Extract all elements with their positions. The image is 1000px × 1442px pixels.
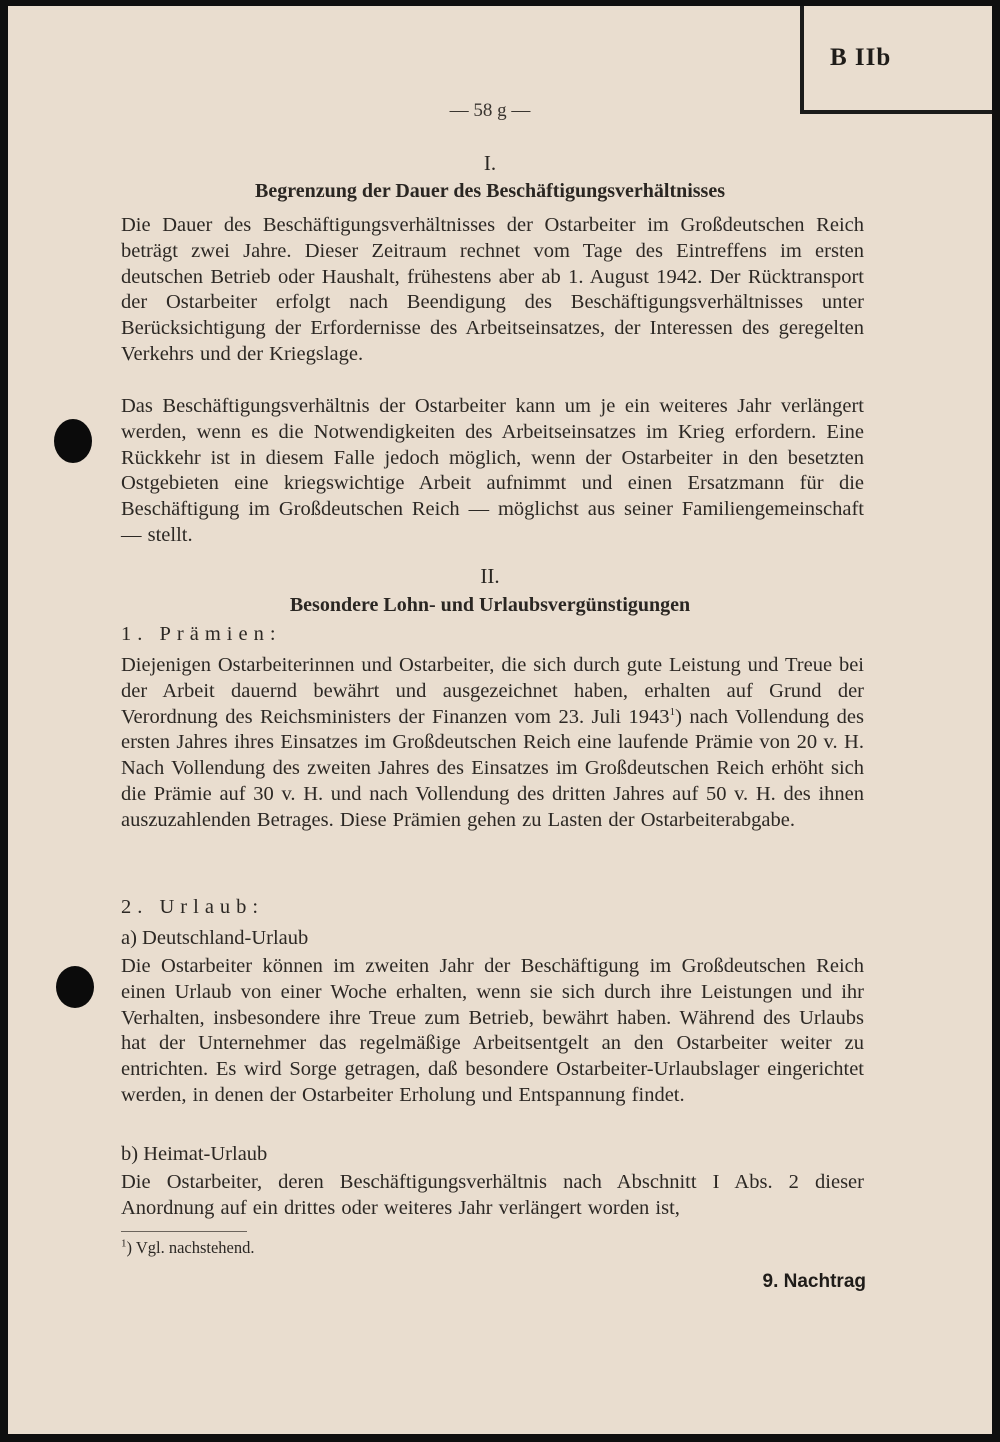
register-tab [800, 6, 992, 114]
section-2-heading: Besondere Lohn- und Urlaubsvergünstigungen [289, 594, 691, 616]
subsection-1-text-after: ) nach Vollendung des ersten Jahres ihres Einsatzes im Großdeutschen Reich eine laufende Prämie von 20 v. H. Nach Vollendung des zweiten Jahres des Einsatzes im Großdeutschen Reich erhöht sich die Prämie auf 30 v. H. und nach Vollendung des dritten Jahres auf 50 v. H. des ihnen auszuzahlenden Betrages. Diese Prämien gehen zu Lasten der Ostarbeiterabgabe. [121, 705, 864, 831]
item-a-paragraph: Die Ostarbeiter können im zweiten Jahr der Beschäftigung im Großdeutschen Reich einen Urlaub von einer Woche erhalten, wenn sie sich durch ihre Leistungen und ihr Verhalten, insbesondere ihre Treue zum Betrieb, bewährt haben. Während des Urlaubs hat der Unternehmer das regelmäßige Arbeitsentgelt an den Ostarbeiter weiter zu entrichten. Es wird Sorge getragen, daß besondere Ostarbeiter-Urlaubslager eingerichtet werden, in denen der Ostarbeiter Erholung und Entspannung findet. [121, 955, 864, 1106]
footnote-marker: 1 [121, 1237, 127, 1250]
item-b-paragraph: Die Ostarbeiter, deren Beschäftigungsverhältnis nach Abschnitt I Abs. 2 dieser Anordnung auf ein drittes oder weiteres Jahr verlängert worden ist, [121, 1171, 864, 1219]
punch-hole-upper [54, 419, 92, 463]
footnote [121, 1238, 255, 1258]
section-1-numeral: I. [483, 151, 497, 175]
punch-hole-lower [56, 966, 94, 1008]
section-2-numeral: II. [480, 564, 500, 588]
footnote-reference: 1 [669, 705, 676, 718]
document-page [8, 6, 992, 1434]
footnote-divider [121, 1231, 247, 1232]
page-number: — 58 g — [449, 100, 531, 121]
item-b-title: b) Heimat-Urlaub [121, 1143, 268, 1165]
section-1-paragraph-2: Das Beschäftigungsverhältnis der Ostarbeiter kann um je ein weiteres Jahr verlängert werden, wenn es die Notwendigkeiten des Arbeitseinsatzes im Krieg erfordern. Eine Rückkehr ist in diesem Falle jedoch möglich, wenn der Ostarbeiter in den besetzten Ostgebieten eine kriegswichtige Arbeit aufnimmt und einen Ersatzmann für die Beschäftigung im Großdeutschen Reich — möglichst aus seiner Familiengemeinschaft — stellt. [121, 395, 864, 546]
subsection-1-paragraph [121, 653, 864, 834]
subsection-1-title: 1. Prämien: [121, 623, 282, 645]
section-1-heading: Begrenzung der Dauer des Beschäftigungsverhältnisses [254, 180, 726, 202]
section-1-paragraph-1: Die Dauer des Beschäftigungsverhältnisses der Ostarbeiter im Großdeutschen Reich beträgt zwei Jahre. Dieser Zeitraum rechnet vom Tage des Eintreffens im ersten deutschen Betrieb oder Haushalt, frühestens aber ab 1. August 1942. Der Rücktransport der Ostarbeiter erfolgt nach Beendigung des Beschäftigungsverhältnisses unter Berücksichtigung der Erfordernisse des Arbeitseinsatzes, der Interessen des geregelten Verkehrs und der Kriegslage. [121, 214, 864, 365]
subsection-2-title: 2. Urlaub: [121, 896, 265, 918]
subsection-1-text-before: Diejenigen Ostarbeiterinnen und Ostarbeiter, die sich durch gute Leistung und Treue bei der Arbeit dauernd bewährt und ausgezeichnet haben, erhalten auf Grund der Verordnung des Reichsministers der Finanzen vom 23. Juli 1943 [121, 654, 864, 728]
register-tab-label: B IIb [830, 44, 892, 71]
footnote-text: ) Vgl. nachstehend. [126, 1238, 255, 1257]
supplement-label: 9. Nachtrag [762, 1271, 866, 1292]
item-a-title: a) Deutschland-Urlaub [121, 927, 309, 949]
